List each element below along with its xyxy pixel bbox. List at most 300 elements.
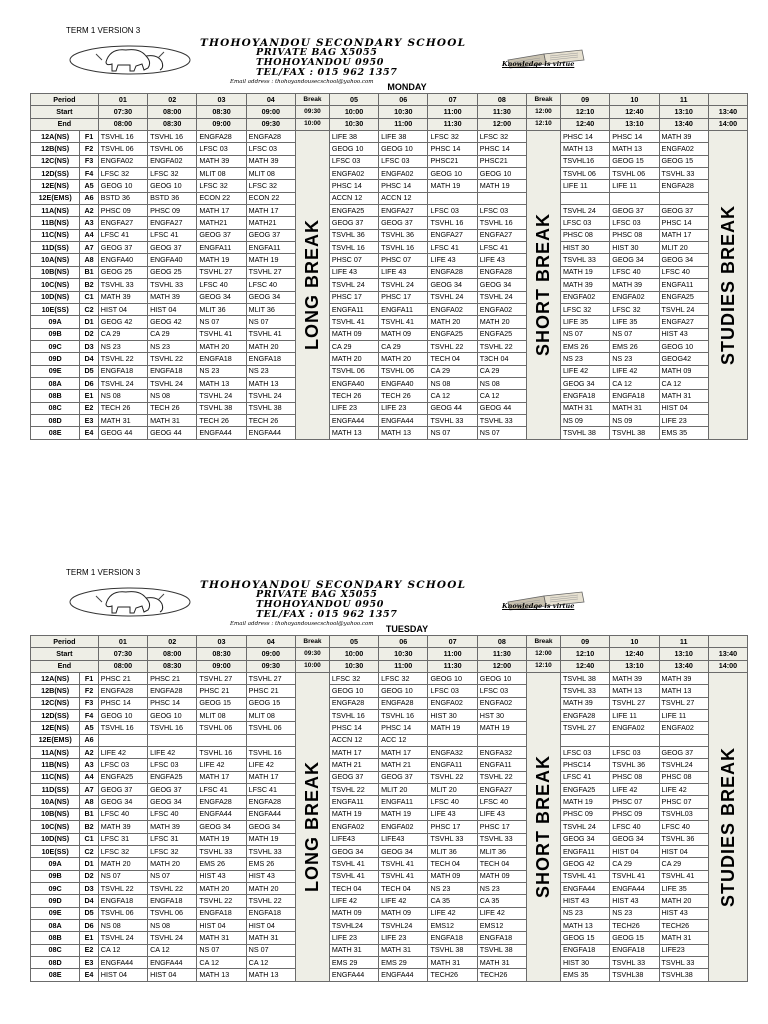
subject-cell: TSVHL 06 bbox=[560, 168, 609, 180]
table-row bbox=[31, 895, 748, 907]
table-row bbox=[31, 365, 748, 377]
class-cell: 08B bbox=[31, 390, 80, 402]
table-row bbox=[31, 956, 748, 968]
subject-cell: HIST 04 bbox=[98, 969, 147, 981]
studies-break-label: STUDIES BREAK bbox=[717, 746, 738, 907]
subject-cell: MATH 20 bbox=[428, 316, 477, 328]
header-cell: 08 bbox=[477, 636, 526, 648]
subject-cell: MATH 31 bbox=[560, 402, 609, 414]
subject-cell: ENGFA40 bbox=[98, 254, 147, 266]
subject-cell: TSVHL 06 bbox=[379, 365, 428, 377]
row-header: Start bbox=[31, 648, 99, 660]
subject-cell: PHSC 09 bbox=[610, 808, 659, 820]
subject-cell: ENGFA44 bbox=[610, 882, 659, 894]
subject-cell: NS 23 bbox=[98, 340, 147, 352]
subject-cell: ENGFA44 bbox=[98, 956, 147, 968]
subject-cell: TSVHL 22 bbox=[246, 895, 295, 907]
subject-cell: MATH 13 bbox=[610, 143, 659, 155]
header-cell: Break bbox=[295, 636, 329, 648]
subject-cell: LFSC 40 bbox=[98, 808, 147, 820]
subject-cell: ENGFA18 bbox=[148, 365, 197, 377]
studies-break-cell bbox=[708, 673, 747, 982]
subject-cell: PHSC 08 bbox=[560, 229, 609, 241]
room-code-cell: E1 bbox=[80, 390, 98, 402]
class-cell: 10E(SS) bbox=[31, 303, 80, 315]
subject-cell: LFSC 40 bbox=[428, 796, 477, 808]
subject-cell: HIST 43 bbox=[246, 870, 295, 882]
subject-cell: TECH 04 bbox=[477, 858, 526, 870]
subject-cell: TSVHL 22 bbox=[477, 340, 526, 352]
subject-cell: LIFE 42 bbox=[148, 747, 197, 759]
subject-cell: NS 07 bbox=[197, 944, 246, 956]
subject-cell: PHSC 08 bbox=[659, 771, 708, 783]
class-cell: 11B(NS) bbox=[31, 759, 80, 771]
subject-cell: LIFE 42 bbox=[98, 747, 147, 759]
subject-cell: LIFE 42 bbox=[379, 895, 428, 907]
subject-cell: CA 12 bbox=[610, 377, 659, 389]
subject-cell: MATH 39 bbox=[610, 279, 659, 291]
subject-cell: LFSC 40 bbox=[610, 821, 659, 833]
header-cell: 10:30 bbox=[329, 660, 378, 672]
long-break-cell bbox=[295, 131, 329, 440]
header-cell bbox=[708, 94, 747, 106]
studies-break-label: STUDIES BREAK bbox=[717, 204, 738, 365]
table-row bbox=[31, 697, 748, 709]
subject-cell: ENGFA18 bbox=[428, 932, 477, 944]
header-cell: 11:30 bbox=[428, 118, 477, 130]
subject-cell: ACC 12 bbox=[379, 734, 428, 746]
room-code-cell: F2 bbox=[80, 685, 98, 697]
subject-cell: MATH 13 bbox=[246, 969, 295, 981]
header-cell: 13:40 bbox=[708, 106, 747, 118]
subject-cell: ENGFA28 bbox=[98, 685, 147, 697]
school-motto: Knowledge is virtue bbox=[502, 602, 575, 610]
table-row bbox=[31, 180, 748, 192]
header-cell: 12:00 bbox=[527, 648, 561, 660]
subject-cell: ENGFA11 bbox=[197, 242, 246, 254]
table-row bbox=[31, 229, 748, 241]
subject-cell: TSVHL 16 bbox=[246, 747, 295, 759]
subject-cell: PHSC 17 bbox=[379, 291, 428, 303]
subject-cell: ENGFA28 bbox=[197, 796, 246, 808]
subject-cell: TECH 26 bbox=[148, 402, 197, 414]
subject-cell: ENGFA18 bbox=[197, 353, 246, 365]
elephant-logo-icon bbox=[66, 40, 194, 76]
subject-cell: GEOG 10 bbox=[329, 143, 378, 155]
subject-cell: ENGFA18 bbox=[197, 907, 246, 919]
subject-cell: MATH 13 bbox=[659, 685, 708, 697]
room-code-cell: A2 bbox=[80, 205, 98, 217]
header-cell: 08:30 bbox=[197, 648, 246, 660]
class-cell: 08C bbox=[31, 402, 80, 414]
subject-cell: TSVHL 38 bbox=[428, 944, 477, 956]
subject-cell: MATH 20 bbox=[659, 895, 708, 907]
subject-cell: ENGFA11 bbox=[379, 303, 428, 315]
subject-cell: ENGFA02 bbox=[610, 291, 659, 303]
subject-cell: TSVHL 16 bbox=[329, 242, 378, 254]
subject-cell: MATH 39 bbox=[560, 697, 609, 709]
header-cell: 02 bbox=[148, 94, 197, 106]
subject-cell: LFSC 31 bbox=[148, 833, 197, 845]
subject-cell: ENGFA44 bbox=[560, 882, 609, 894]
subject-cell bbox=[98, 734, 147, 746]
table-row bbox=[31, 685, 748, 697]
subject-cell: HIST 43 bbox=[659, 907, 708, 919]
subject-cell: CA 29 bbox=[659, 858, 708, 870]
subject-cell: TSVHL 16 bbox=[197, 747, 246, 759]
subject-cell: TSVHL 24 bbox=[379, 279, 428, 291]
class-cell: 10C(NS) bbox=[31, 279, 80, 291]
subject-cell: HIST 04 bbox=[98, 303, 147, 315]
subject-cell: ENGFA25 bbox=[148, 771, 197, 783]
short-break-label: SHORT BREAK bbox=[533, 755, 554, 899]
subject-cell: LFSC 03 bbox=[246, 143, 295, 155]
subject-cell: HIST 30 bbox=[610, 242, 659, 254]
subject-cell: ENGFA18 bbox=[610, 944, 659, 956]
subject-cell: EMS 26 bbox=[610, 340, 659, 352]
subject-cell: MATH 31 bbox=[246, 932, 295, 944]
subject-cell: GEOG 25 bbox=[148, 266, 197, 278]
subject-cell: TECH26 bbox=[477, 969, 526, 981]
subject-cell bbox=[148, 734, 197, 746]
subject-cell: MATH 39 bbox=[98, 821, 147, 833]
subject-cell: LFSC 03 bbox=[148, 759, 197, 771]
subject-cell: TSVHL 16 bbox=[148, 722, 197, 734]
subject-cell: TECH 04 bbox=[428, 858, 477, 870]
school-name: THOHOYANDOU SECONDARY SCHOOL bbox=[200, 579, 467, 591]
subject-cell: NS 07 bbox=[477, 427, 526, 439]
header-cell: 11:00 bbox=[379, 118, 428, 130]
subject-cell: TSVHL 22 bbox=[197, 895, 246, 907]
table-row bbox=[31, 870, 748, 882]
row-header: End bbox=[31, 118, 99, 130]
table-row bbox=[31, 377, 748, 389]
subject-cell: PHSC 14 bbox=[477, 143, 526, 155]
subject-cell: ENGFA18 bbox=[560, 390, 609, 402]
subject-cell: LIFE 23 bbox=[329, 402, 378, 414]
table-row bbox=[31, 969, 748, 981]
room-code-cell: A5 bbox=[80, 722, 98, 734]
subject-cell: LFSC 41 bbox=[148, 229, 197, 241]
subject-cell: PHSC 14 bbox=[148, 697, 197, 709]
subject-cell: GEOG 37 bbox=[659, 205, 708, 217]
subject-cell: TSVHL 36 bbox=[379, 229, 428, 241]
table-row bbox=[31, 131, 748, 143]
subject-cell: TECH 26 bbox=[329, 390, 378, 402]
subject-cell: ENGFA02 bbox=[329, 821, 378, 833]
subject-cell: TSVHL 33 bbox=[610, 956, 659, 968]
subject-cell: TSVHL24 bbox=[379, 919, 428, 931]
room-code-cell: F3 bbox=[80, 697, 98, 709]
subject-cell: CA 29 bbox=[148, 328, 197, 340]
table-row bbox=[31, 254, 748, 266]
header-cell: 13:40 bbox=[659, 660, 708, 672]
subject-cell: GEOG 34 bbox=[98, 796, 147, 808]
class-cell: 12D(SS) bbox=[31, 710, 80, 722]
header-cell bbox=[708, 636, 747, 648]
header-cell: 12:10 bbox=[527, 660, 561, 672]
subject-cell: ENGFA28 bbox=[560, 710, 609, 722]
subject-cell: EMS 29 bbox=[379, 956, 428, 968]
short-break-label: SHORT BREAK bbox=[533, 213, 554, 357]
subject-cell: MATH 13 bbox=[379, 427, 428, 439]
subject-cell: ENGFA18 bbox=[246, 907, 295, 919]
header-cell: 07 bbox=[428, 636, 477, 648]
subject-cell: MATH 09 bbox=[659, 365, 708, 377]
subject-cell: GEOG 44 bbox=[428, 402, 477, 414]
subject-cell: TSVHL 33 bbox=[428, 833, 477, 845]
subject-cell: GEOG42 bbox=[659, 353, 708, 365]
subject-cell: LFSC 03 bbox=[197, 143, 246, 155]
table-row bbox=[31, 402, 748, 414]
subject-cell: TSVHL 16 bbox=[329, 710, 378, 722]
header-cell: 09:30 bbox=[246, 118, 295, 130]
subject-cell: EMS 29 bbox=[329, 956, 378, 968]
subject-cell: MATH 20 bbox=[246, 882, 295, 894]
subject-cell: GEOG 37 bbox=[379, 771, 428, 783]
subject-cell: MATH 31 bbox=[610, 402, 659, 414]
subject-cell: GEOG 37 bbox=[610, 205, 659, 217]
subject-cell: CA 12 bbox=[659, 377, 708, 389]
subject-cell: TSVHL 06 bbox=[98, 143, 147, 155]
room-code-cell: D5 bbox=[80, 907, 98, 919]
subject-cell: TSVHL 24 bbox=[560, 821, 609, 833]
subject-cell: TSVHL 33 bbox=[98, 279, 147, 291]
subject-cell: PHSC14 bbox=[560, 759, 609, 771]
subject-cell: GEOG 34 bbox=[560, 377, 609, 389]
subject-cell: GEOG 15 bbox=[246, 697, 295, 709]
subject-cell: GEOG 42 bbox=[98, 316, 147, 328]
table-row bbox=[31, 303, 748, 315]
subject-cell: ENGFA02 bbox=[428, 697, 477, 709]
subject-cell: TSVHL38 bbox=[610, 969, 659, 981]
header-cell: 13:10 bbox=[659, 648, 708, 660]
subject-cell: MATH 19 bbox=[560, 266, 609, 278]
subject-cell: ENGFA18 bbox=[98, 895, 147, 907]
subject-cell: TSVHL 24 bbox=[329, 279, 378, 291]
subject-cell: TSVHL 38 bbox=[560, 427, 609, 439]
subject-cell: LIFE 43 bbox=[379, 266, 428, 278]
subject-cell: MATH 13 bbox=[246, 377, 295, 389]
table-row bbox=[31, 427, 748, 439]
subject-cell: MATH 20 bbox=[148, 858, 197, 870]
header-cell: 11:30 bbox=[428, 660, 477, 672]
header-cell: 10:00 bbox=[329, 648, 378, 660]
subject-cell: LFSC 03 bbox=[477, 685, 526, 697]
subject-cell: TSVHL 41 bbox=[379, 316, 428, 328]
subject-cell: TSVHL 41 bbox=[329, 316, 378, 328]
subject-cell: LIFE 42 bbox=[197, 759, 246, 771]
subject-cell: MATH 19 bbox=[197, 833, 246, 845]
subject-cell: GEOG 34 bbox=[197, 821, 246, 833]
subject-cell bbox=[659, 734, 708, 746]
subject-cell: TECH26 bbox=[659, 919, 708, 931]
subject-cell: MATH 09 bbox=[379, 907, 428, 919]
subject-cell: MATH 39 bbox=[610, 673, 659, 685]
subject-cell: LIFE 42 bbox=[329, 895, 378, 907]
header-cell: 10:30 bbox=[329, 118, 378, 130]
room-code-cell: F3 bbox=[80, 155, 98, 167]
header-cell: 11:00 bbox=[428, 106, 477, 118]
subject-cell: LFSC 40 bbox=[148, 808, 197, 820]
header-cell: 09 bbox=[560, 636, 609, 648]
subject-cell: ENGFA44 bbox=[379, 969, 428, 981]
term-version: TERM 1 VERSION 3 bbox=[66, 26, 141, 35]
subject-cell: TSVHL 22 bbox=[428, 771, 477, 783]
subject-cell: LIFE 42 bbox=[659, 784, 708, 796]
class-cell: 10B(NS) bbox=[31, 808, 80, 820]
subject-cell: NS 23 bbox=[197, 365, 246, 377]
room-code-cell: B2 bbox=[80, 821, 98, 833]
subject-cell: MATH 20 bbox=[98, 858, 147, 870]
subject-cell: MATH 13 bbox=[197, 377, 246, 389]
subject-cell: GEOG 37 bbox=[148, 784, 197, 796]
header-cell: 12:40 bbox=[560, 118, 609, 130]
subject-cell: ENGFA18 bbox=[148, 895, 197, 907]
header-cell: Break bbox=[527, 636, 561, 648]
class-cell: 12A(NS) bbox=[31, 131, 80, 143]
table-row bbox=[31, 882, 748, 894]
subject-cell: CA 12 bbox=[148, 944, 197, 956]
subject-cell: TSVHL03 bbox=[659, 808, 708, 820]
subject-cell: TSVHL 41 bbox=[197, 328, 246, 340]
term-version: TERM 1 VERSION 3 bbox=[66, 568, 141, 577]
subject-cell: MATH 31 bbox=[148, 414, 197, 426]
subject-cell: TSVHL 27 bbox=[610, 697, 659, 709]
subject-cell: LFSC 40 bbox=[659, 266, 708, 278]
subject-cell: GEOG 10 bbox=[148, 180, 197, 192]
table-row bbox=[31, 316, 748, 328]
subject-cell: HIST 43 bbox=[560, 895, 609, 907]
subject-cell: NS 09 bbox=[560, 414, 609, 426]
school-motto: Knowledge is virtue bbox=[502, 60, 575, 68]
subject-cell: ENGFA44 bbox=[246, 427, 295, 439]
subject-cell: LIFE 23 bbox=[379, 402, 428, 414]
subject-cell: LIFE 11 bbox=[610, 180, 659, 192]
subject-cell: LIFE 43 bbox=[477, 808, 526, 820]
subject-cell: LIFE 23 bbox=[659, 414, 708, 426]
subject-cell: GEOG 25 bbox=[98, 266, 147, 278]
subject-cell: ENGFA27 bbox=[98, 217, 147, 229]
subject-cell: NS 08 bbox=[98, 390, 147, 402]
subject-cell: EMS12 bbox=[477, 919, 526, 931]
subject-cell: MATH21 bbox=[246, 217, 295, 229]
subject-cell: GEOG 34 bbox=[246, 821, 295, 833]
room-code-cell: D1 bbox=[80, 858, 98, 870]
subject-cell: NS 07 bbox=[98, 870, 147, 882]
table-row bbox=[31, 747, 748, 759]
subject-cell: MATH 17 bbox=[197, 205, 246, 217]
subject-cell: ENGFA02 bbox=[98, 155, 147, 167]
header-cell: 08:30 bbox=[148, 118, 197, 130]
subject-cell: NS 23 bbox=[610, 353, 659, 365]
room-code-cell: A7 bbox=[80, 242, 98, 254]
subject-cell: ENGFA25 bbox=[477, 328, 526, 340]
school-address-1: PRIVATE BAG X5055 bbox=[256, 47, 378, 58]
subject-cell: HIST 04 bbox=[659, 402, 708, 414]
subject-cell: PHSC 09 bbox=[560, 808, 609, 820]
subject-cell: TSVHL 41 bbox=[560, 870, 609, 882]
subject-cell: LIFE 42 bbox=[610, 784, 659, 796]
subject-cell: CA 29 bbox=[428, 365, 477, 377]
subject-cell: MATH 39 bbox=[98, 291, 147, 303]
room-code-cell: A2 bbox=[80, 747, 98, 759]
subject-cell: LFSC 32 bbox=[477, 131, 526, 143]
subject-cell bbox=[477, 192, 526, 204]
subject-cell: MATH 20 bbox=[379, 353, 428, 365]
class-cell: 09D bbox=[31, 895, 80, 907]
subject-cell: PHSC 14 bbox=[98, 697, 147, 709]
subject-cell: ENGFA02 bbox=[379, 168, 428, 180]
subject-cell: PHSC 14 bbox=[379, 722, 428, 734]
header-cell: 11 bbox=[659, 94, 708, 106]
subject-cell: GEOG 34 bbox=[379, 845, 428, 857]
subject-cell: ENGFA11 bbox=[379, 796, 428, 808]
subject-cell: TSVHL 33 bbox=[560, 254, 609, 266]
header-cell: 09:30 bbox=[246, 660, 295, 672]
subject-cell bbox=[428, 734, 477, 746]
class-cell: 08D bbox=[31, 414, 80, 426]
subject-cell: ACCN 12 bbox=[379, 192, 428, 204]
subject-cell: HIST 04 bbox=[659, 845, 708, 857]
table-row bbox=[31, 673, 748, 685]
subject-cell: CA 12 bbox=[197, 956, 246, 968]
subject-cell: TECH 26 bbox=[246, 414, 295, 426]
room-code-cell: A8 bbox=[80, 796, 98, 808]
subject-cell: TSVHL 33 bbox=[477, 833, 526, 845]
subject-cell: HIST 04 bbox=[610, 845, 659, 857]
room-code-cell: A6 bbox=[80, 734, 98, 746]
header-cell: 13:40 bbox=[659, 118, 708, 130]
subject-cell: HIST 04 bbox=[148, 303, 197, 315]
subject-cell: TSVHL 24 bbox=[477, 291, 526, 303]
subject-cell: MATH 20 bbox=[246, 340, 295, 352]
subject-cell: MLIT 08 bbox=[197, 710, 246, 722]
class-cell: 08D bbox=[31, 956, 80, 968]
subject-cell: TSVHL 16 bbox=[98, 722, 147, 734]
subject-cell: PHSC 08 bbox=[610, 771, 659, 783]
subject-cell: CA 35 bbox=[477, 895, 526, 907]
subject-cell: TSVHL 22 bbox=[148, 882, 197, 894]
room-code-cell: A3 bbox=[80, 759, 98, 771]
header-cell: 10:30 bbox=[379, 106, 428, 118]
subject-cell: MATH 19 bbox=[329, 808, 378, 820]
table-row bbox=[31, 771, 748, 783]
subject-cell: LIFE 23 bbox=[329, 932, 378, 944]
room-code-cell: B1 bbox=[80, 266, 98, 278]
header-cell: 12:10 bbox=[560, 106, 609, 118]
subject-cell: LFSC 41 bbox=[477, 242, 526, 254]
subject-cell: PHSC 17 bbox=[428, 821, 477, 833]
subject-cell: ENGFA27 bbox=[477, 784, 526, 796]
subject-cell: ENGFA25 bbox=[428, 328, 477, 340]
subject-cell: GEOG 42 bbox=[560, 858, 609, 870]
room-code-cell: E4 bbox=[80, 969, 98, 981]
subject-cell: T3CH 04 bbox=[477, 353, 526, 365]
subject-cell: ENGFA28 bbox=[246, 796, 295, 808]
table-row bbox=[31, 858, 748, 870]
subject-cell: CA 12 bbox=[477, 390, 526, 402]
subject-cell: ACCN 12 bbox=[329, 734, 378, 746]
subject-cell: MATH 39 bbox=[197, 155, 246, 167]
subject-cell: MATH 09 bbox=[379, 328, 428, 340]
subject-cell: GEOG 34 bbox=[560, 833, 609, 845]
room-code-cell: E2 bbox=[80, 944, 98, 956]
subject-cell: TSVHL38 bbox=[659, 969, 708, 981]
header-cell: 12:40 bbox=[610, 648, 659, 660]
subject-cell: NS 07 bbox=[610, 328, 659, 340]
subject-cell: NS 08 bbox=[477, 377, 526, 389]
